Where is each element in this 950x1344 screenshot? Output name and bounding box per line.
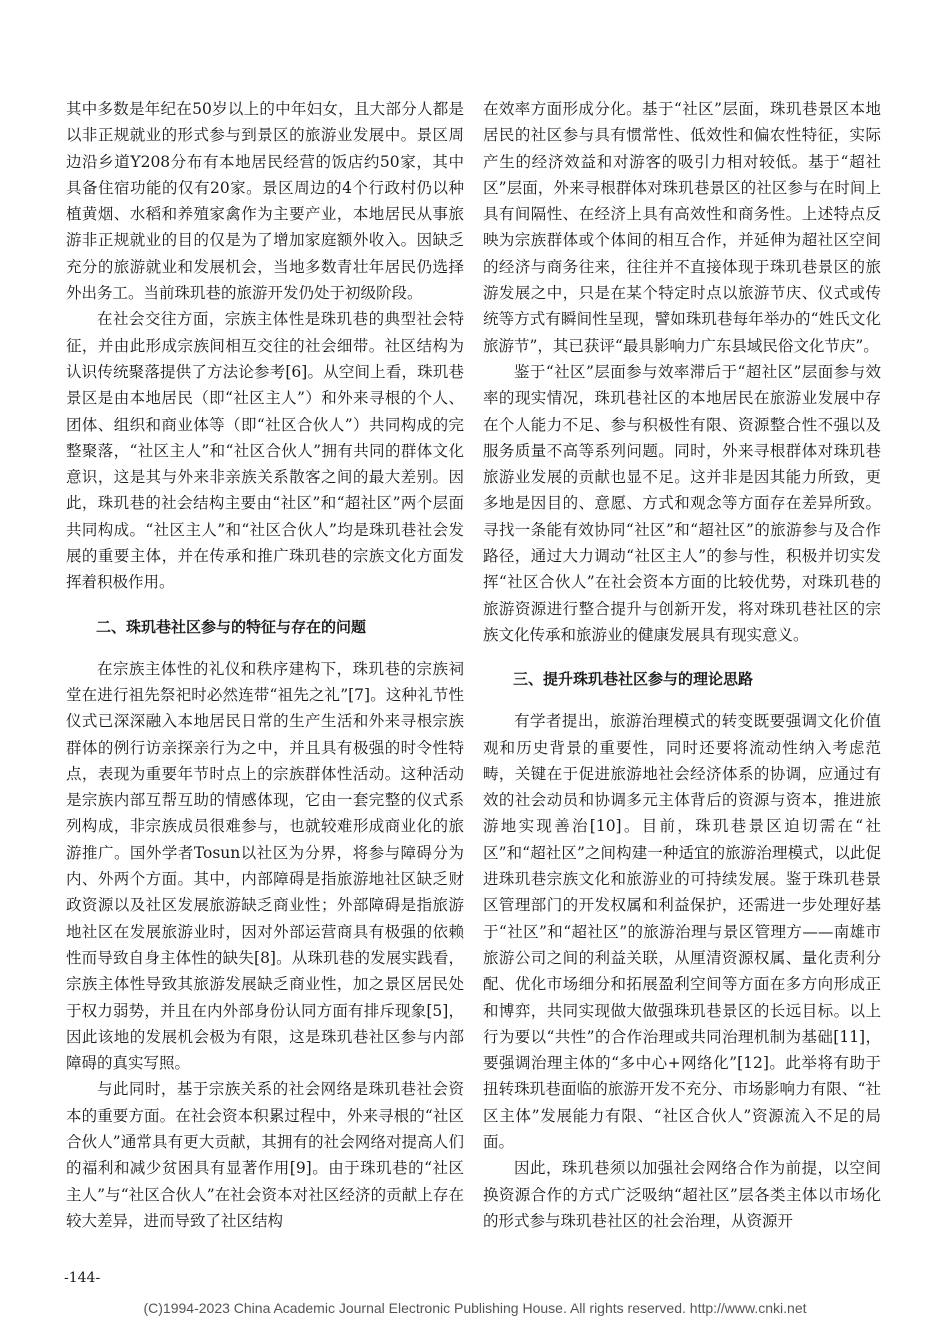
copyright-footer: (C)1994-2023 China Academic Journal Electronic Publishing House. All rights reserved. http://www.cnki.net <box>143 1300 807 1316</box>
paragraph: 因此，珠玑巷须以加强社会网络合作为前提，以空间换资源合作的方式广泛吸纳“超社区”层各类主体以市场化的形式参与珠玑巷社区的社会治理，从资源开 <box>483 1159 881 1230</box>
paragraph: 鉴于“社区”层面参与效率滞后于“超社区”层面参与效率的现实情况，珠玑巷社区的本地居民在旅游业发展中存在个人能力不足、参与积极性有限、资源整合性不强以及服务质量不高等系列问题。同时，外来寻根群体对珠玑巷旅游业发展的贡献也显不足。这并非是因其能力所致，更多地是因目的、意愿、方式和观念等方面存在差异所致。寻找一条能有效协同“社区”和“超社区”的旅游参与及合作路径，通过大力调动“社区主人”的参与性，积极并切实发挥“社区合伙人”在社会资本方面的比较优势，对珠玑巷的旅游资源进行整合提升与创新开发，将对珠玑巷社区的宗族文化传承和旅游业的健康发展具有现实意义。 <box>483 362 881 644</box>
page-number: -144- <box>64 1270 101 1286</box>
right-column <box>483 96 881 1234</box>
paragraph: 在社会交往方面，宗族主体性是珠玑巷的典型社会特征，并由此形成宗族间相互交往的社会细带。社区结构为认识传统聚落提供了方法论参考[6]。从空间上看，珠玑巷景区是由本地居民（即“社区主人”）和外来寻根的个人、团体、组织和商业体等（即“社区合伙人”）共同构成的完整聚落，“社区主人”和“社区合伙人”拥有共同的群体文化意识，这是其与外来非亲族关系散客之间的最大差别。因此，珠玑巷的社会结构主要由“社区”和“超社区”两个层面共同构成。“社区主人”和“社区合伙人”均是珠玑巷社会发展的重要主体，并在传承和推广珠玑巷的宗族文化方面发挥着积极作用。 <box>66 310 464 592</box>
paragraph: 在宗族主体性的礼仪和秩序建构下，珠玑巷的宗族祠堂在进行祖先祭祀时必然连带“祖先之礼”[7]。这种礼节性仪式已深深融入本地居民日常的生产生活和外来寻根宗族群体的例行访亲探亲行为之中，并且具有极强的时令性特点，表现为重要年节时点上的宗族群体性活动。这种活动是宗族内部互帮互助的情感体现，它由一套完整的仪式系列构成，非宗族成员很难参与，也就较难形成商业化的旅游推广。国外学者Tosun以社区为分界，将参与障碍分为内、外两个方面。其中，内部障碍是指旅游地社区缺乏财政资源以及社区发展旅游缺乏商业性；外部障碍是指旅游地社区在发展旅游业时，因对外部运营商具有极强的依赖性而导致自身主体性的缺失[8]。从珠玑巷的发展实践看，宗族主体性导致其旅游发展缺乏商业性，加之景区居民处于权力弱势，并且在内外部身份认同方面有排斥现象[5]，因此该地的发展机会极为有限，这是珠玑巷社区参与内部障碍的真实写照。 <box>66 659 464 1073</box>
paragraph: 有学者提出，旅游治理模式的转变既要强调文化价值观和历史背景的重要性，同时还要将流动性纳入考虑范畴，关键在于促进旅游地社会经济体系的协调，应通过有效的社会动员和协调多元主体背后的资源与资本，推进旅游地实现善治[10]。目前，珠玑巷景区迫切需在“社区”和“超社区”之间构建一种适宜的旅游治理模式，以此促进珠玑巷宗族文化和旅游业的可持续发展。鉴于珠玑巷景区管理部门的开发权属和利益保护，还需进一步处理好基于“社区”和“超社区”的旅游治理与景区管理方——南雄市旅游公司之间的利益关联，从厘清资源权属、量化责利分配、优化市场细分和拓展盈利空间等方面在多方向形成正和博弈，共同实现做大做强珠玑巷景区的长远目标。以上行为要以“共性”的合作治理或共同治理机制为基础[11]，要强调治理主体的“多中心+网络化”[12]。此举将有助于扭转珠玑巷面临的旅游开发不充分、市场影响力有限、“社区主体”发展能力有限、“社区合伙人”资源流入不足的局面。 <box>483 712 881 1151</box>
section-heading: 三、提升珠玑巷社区参与的理论思路 <box>513 670 754 689</box>
section-heading: 二、珠玑巷社区参与的特征与存在的问题 <box>96 617 367 636</box>
paragraph: 在效率方面形成分化。基于“社区”层面，珠玑巷景区本地居民的社区参与具有惯常性、低效性和偏农性特征，实际产生的经济效益和对游客的吸引力相对较低。基于“超社区”层面，外来寻根群体对珠玑巷景区的社区参与在时间上具有间隔性、在经济上具有高效性和商务性。上述特点反映为宗族群体或个体间的相互合作，并延伸为超社区空间的经济与商务往来，往往并不直接体现于珠玑巷景区的旅游发展之中，只是在某个特定时点以旅游节庆、仪式或传统等方式有瞬间性呈现，譬如珠玑巷每年举办的“姓氏文化旅游节”，其已获评“最具影响力广东县域民俗文化节庆”。 <box>483 100 881 355</box>
paragraph: 与此同时，基于宗族关系的社会网络是珠玑巷社会资本的重要方面。在社会资本积累过程中，外来寻根的“社区合伙人”通常具有更大贡献，其拥有的社会网络对提高人们的福利和减少贫困具有显著作用[9]。由于珠玑巷的“社区主人”与“社区合伙人”在社会资本对社区经济的贡献上存在较大差异，进而导致了社区结构 <box>66 1080 464 1230</box>
left-column <box>66 96 464 1234</box>
paragraph: 其中多数是年纪在50岁以上的中年妇女，且大部分人都是以非正规就业的形式参与到景区的旅游业发展中。景区周边沿乡道Y208分布有本地居民经营的饭店约50家，其中具备住宿功能的仅有20家。景区周边的4个行政村仍以种植黄烟、水稻和养殖家禽作为主要产业，本地居民从事旅游非正规就业的目的仅是为了增加家庭额外收入。因缺乏充分的旅游就业和发展机会，当地多数青壮年居民仍选择外出务工。当前珠玑巷的旅游开发仍处于初级阶段。 <box>66 100 464 303</box>
